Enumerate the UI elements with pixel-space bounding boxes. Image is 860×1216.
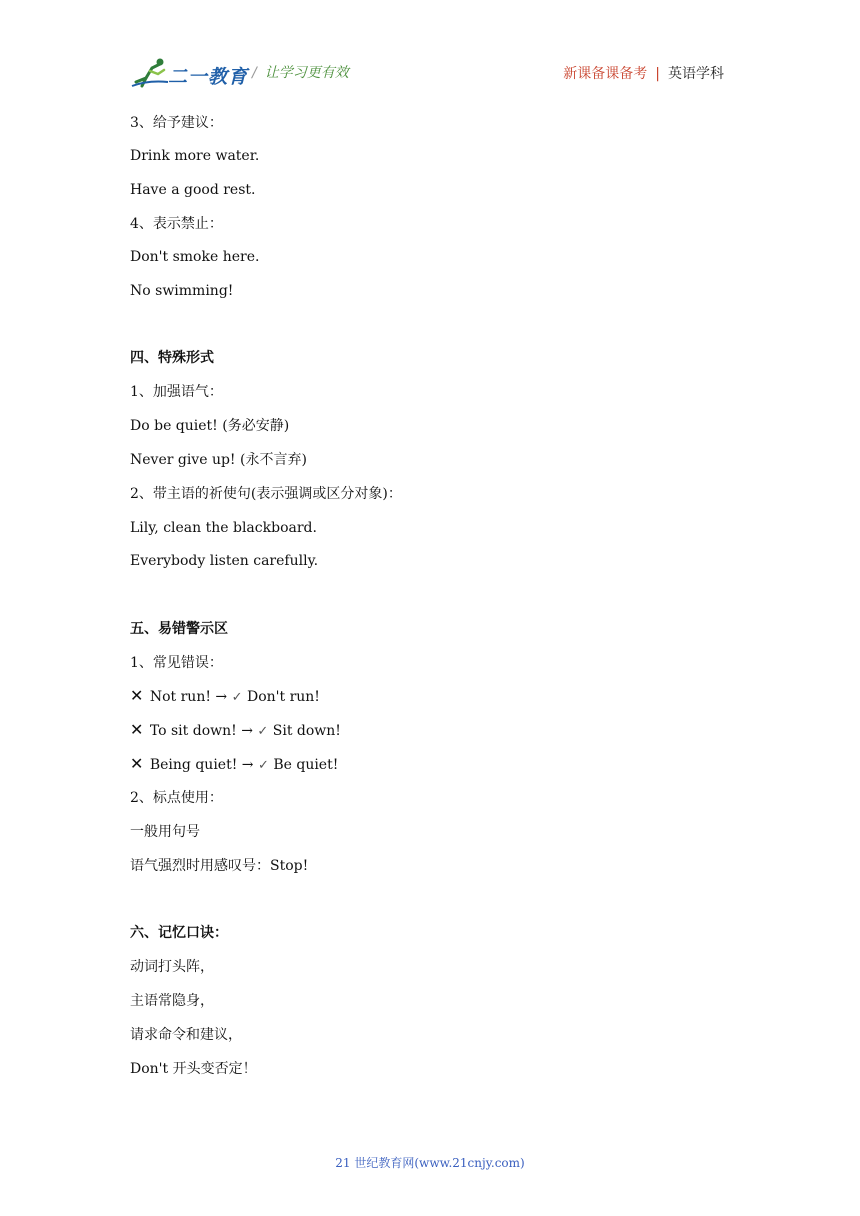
text-line: No swimming! [130,283,234,299]
right-form: Be quiet! [273,757,339,773]
check-mark-icon: ✓ [231,690,243,705]
page-header [130,56,730,90]
text-line: 语气强烈时用感叹号：Stop! [130,858,309,874]
logo-text: 二一教育 [168,66,249,88]
section-heading: 六、记忆口诀： [130,925,228,941]
text-line: Never give up! (永不言弃) [130,452,307,468]
header-separator: | [655,66,660,82]
slogan-slash: / [252,65,257,81]
error-example [130,687,320,707]
wrong-form: To sit down! → [149,723,253,739]
header-subject [563,63,724,83]
text-line: 主语常隐身， [130,993,214,1009]
text-line: Have a good rest. [130,182,256,198]
text-line: Lily, clean the blackboard. [130,520,317,536]
error-example [130,755,338,775]
text-line: 请求命令和建议， [130,1027,242,1043]
error-example [130,721,341,741]
header-subject-label: 英语学科 [668,66,724,82]
wrong-form: Being quiet! → [149,757,254,773]
text-line: 4、表示禁止： [130,216,223,232]
header-course-label: 新课备课备考 [563,66,648,82]
text-line: Drink more water. [130,148,260,164]
cross-mark-icon: ✕ [130,686,144,705]
text-line: 一般用句号 [130,824,200,840]
slogan-text: 让学习更有效 [264,65,349,81]
text-line: 2、标点使用： [130,790,223,806]
text-line: 1、加强语气： [130,384,223,400]
text-line: Don't 开头变否定！ [130,1061,257,1077]
text-line: 1、常见错误： [130,655,223,671]
slogan [252,62,349,82]
right-form: Don't run! [246,689,320,705]
check-mark-icon: ✓ [257,758,269,773]
text-line: 3、给予建议： [130,115,223,131]
text-line: Don't smoke here. [130,249,260,265]
right-form: Sit down! [272,723,341,739]
page-footer: 21 世纪教育网(www.21cnjy.com) [335,1156,525,1170]
text-line: 动词打头阵， [130,959,214,975]
section-heading: 四、特殊形式 [130,350,214,366]
runner-logo-icon [130,56,170,90]
section-heading: 五、易错警示区 [130,621,228,637]
cross-mark-icon: ✕ [130,720,144,739]
text-line: 2、带主语的祈使句(表示强调或区分对象)： [130,486,402,502]
check-mark-icon: ✓ [257,724,269,739]
text-line: Everybody listen carefully. [130,553,319,569]
wrong-form: Not run! → [149,689,228,705]
logo [130,56,250,90]
text-line: Do be quiet! (务必安静) [130,418,290,434]
cross-mark-icon: ✕ [130,754,144,773]
